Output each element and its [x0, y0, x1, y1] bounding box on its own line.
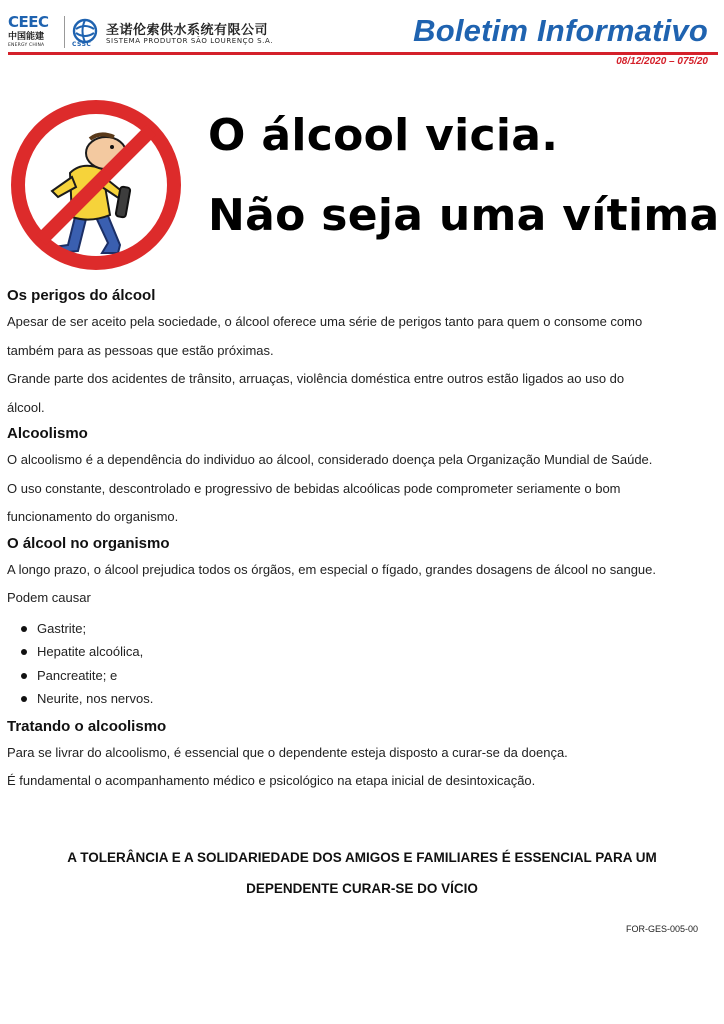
list-item-text: Neurite, nos nervos. — [37, 691, 154, 706]
section-paragraph: É fundamental o acompanhamento médico e psicológico na etapa inicial de desintoxicação. — [7, 773, 536, 788]
list-item-text: Hepatite alcoólica, — [37, 644, 144, 659]
headline-line-2: Não seja uma vítima — [208, 190, 720, 241]
closing-line-1: A TOLERÂNCIA E A SOLIDARIEDADE DOS AMIGOS E FAMILIARES É ESSENCIAL PARA UM — [67, 850, 657, 865]
section-title: Alcoolismo — [7, 425, 88, 442]
article-body — [7, 284, 715, 796]
logo-divider — [64, 16, 65, 48]
section-paragraph: álcool. — [7, 399, 45, 415]
section-paragraph: O uso constante, descontrolado e progressivo de bebidas alcoólicas pode comprometer seriamente o bom — [7, 480, 621, 496]
section-paragraph: Grande parte dos acidentes de trânsito, arruaças, violência doméstica entre outros estão ligados ao uso do — [7, 371, 625, 386]
list-item — [21, 617, 715, 641]
section-paragraph: A longo prazo, o álcool prejudica todos os órgãos, em especial o fígado, grandes dosagens de álcool no sangue. — [7, 561, 656, 577]
list-item — [21, 640, 715, 664]
ceec-logo-en: ENERGY CHINA — [8, 43, 45, 48]
company-name-cn: 圣诺伦索供水系统有限公司 — [106, 23, 269, 38]
bullet-icon — [21, 626, 27, 632]
form-code: FOR-GES-005-00 — [625, 924, 698, 934]
bullet-icon — [21, 649, 27, 655]
list-item-text: Gastrite; — [37, 620, 87, 636]
list-item — [21, 664, 715, 688]
section-paragraph: também para as pessoas que estão próximas. — [7, 342, 274, 358]
section-title: O álcool no organismo — [7, 534, 170, 552]
company-name-pt: SISTEMA PRODUTOR SÃO LOURENÇO S.A. — [106, 37, 274, 45]
ceec-logo — [8, 14, 60, 52]
headline-line-1: O álcool vicia. — [208, 110, 559, 161]
bulletin-date: 08/12/2020 – 075/20 — [616, 56, 708, 67]
ceec-logo-cn: 中国能建 — [8, 32, 45, 42]
sub-logo-text: CSSC — [72, 41, 92, 48]
section-paragraph: Apesar de ser aceito pela sociedade, o álcool oferece uma série de perigos tanto para quem o consome como — [7, 314, 643, 329]
section-paragraph: O alcoolismo é a dependência do individuo ao álcool, considerado doença pela Organização Mundial de Saúde. — [7, 452, 653, 467]
section-paragraph: funcionamento do organismo. — [7, 509, 179, 524]
section-title: Tratando o alcoolismo — [7, 717, 167, 735]
ceec-logo-mark: CEEC — [8, 13, 49, 31]
bullet-icon — [21, 673, 27, 679]
list-item-text: Pancreatite; e — [37, 667, 118, 683]
section-paragraph: Podem causar — [7, 590, 91, 605]
section-paragraph: Para se livrar do alcoolismo, é essencial que o dependente esteja disposto a curar-se da doença. — [7, 744, 568, 760]
closing-statement — [20, 842, 704, 904]
no-alcohol-sign-icon — [6, 95, 186, 275]
bulletin-title: Boletim Informativo — [413, 13, 708, 48]
list-item — [21, 687, 715, 711]
bullet-icon — [21, 696, 27, 702]
header-divider — [8, 52, 718, 55]
effects-list — [7, 617, 715, 711]
section-title: Os perigos do álcool — [7, 287, 156, 304]
closing-line-2: DEPENDENTE CURAR-SE DO VÍCIO — [246, 881, 478, 896]
page-header — [0, 0, 724, 70]
